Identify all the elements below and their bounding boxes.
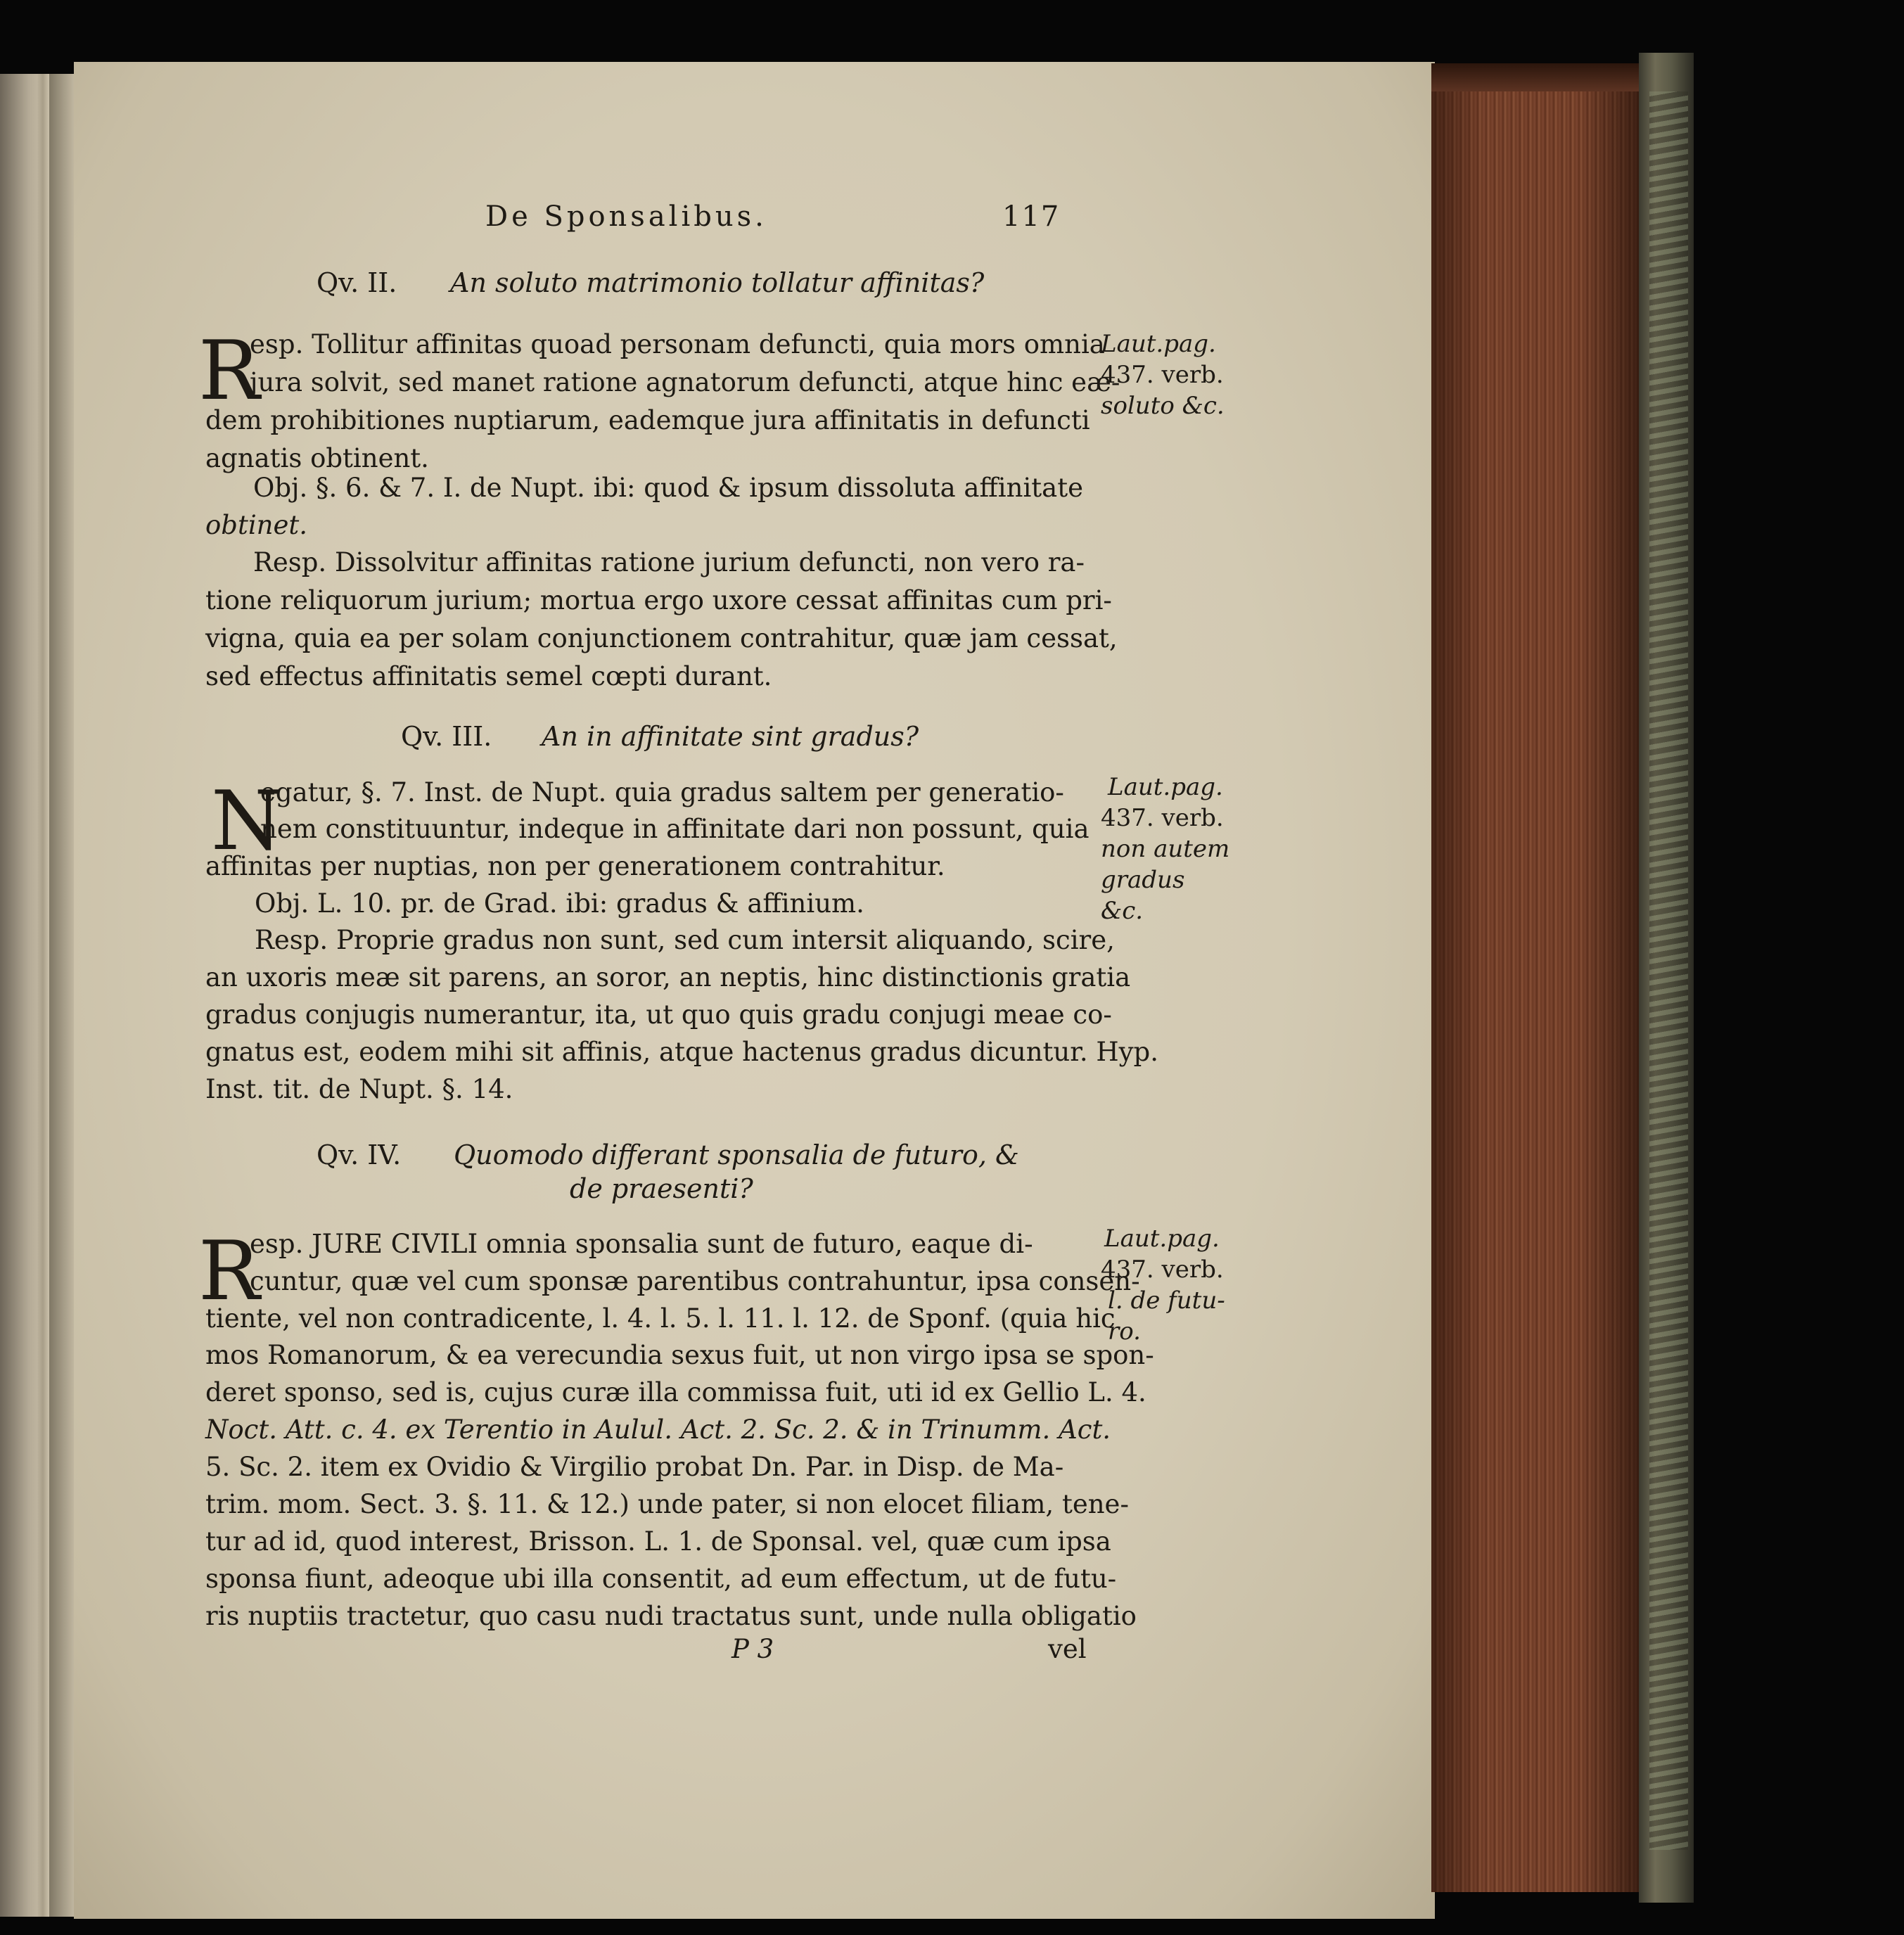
fore-edge-shadow — [1431, 63, 1642, 1892]
text-line: sed effectus affinitatis semel cœpti durant. — [205, 661, 772, 691]
text-line: gnatus est, eodem mihi sit affinis, atque hactenus gradus dicuntur. Hyp. — [205, 1037, 1158, 1067]
margin-note-line: Laut.pag. — [1108, 773, 1223, 801]
text-line: vigna, quia ea per solam conjunctionem contrahitur, quæ jam cessat, — [205, 623, 1118, 653]
question-heading: An in affinitate sint gradus? — [542, 721, 919, 752]
text-line: tione reliquorum jurium; mortua ergo uxore cessat affinitas cum pri- — [205, 585, 1112, 615]
question-heading-continued: de praesenti? — [570, 1173, 753, 1204]
text-line: obtinet. — [205, 510, 308, 540]
catchword: vel — [1048, 1634, 1087, 1664]
text-line: mos Romanorum, & ea verecundia sexus fuit, ut non virgo ipsa se spon- — [205, 1340, 1154, 1370]
page-number: 117 — [1002, 200, 1061, 233]
question-label: Qv. IV. — [317, 1139, 402, 1170]
text-line: dem prohibitiones nuptiarum, eademque jura affinitatis in defuncti — [205, 405, 1090, 435]
text-line: ris nuptiis tractetur, quo casu nudi tractatus sunt, unde nulla obligatio — [205, 1601, 1137, 1631]
margin-note-line: l. de futu- — [1108, 1286, 1225, 1315]
margin-note-line: 437. verb. — [1101, 1256, 1224, 1284]
question-heading: An soluto matrimonio tollatur affinitas? — [450, 267, 985, 298]
text-line: gradus conjugis numerantur, ita, ut quo quis gradu conjugi meae co- — [205, 1000, 1112, 1030]
text-line: tiente, vel non contradicente, l. 4. l. 5. l. 11. l. 12. de Sponf. (quia hic — [205, 1303, 1116, 1334]
text-line: sponsa fiunt, adeoque ubi illa consentit, ad eum effectum, ut de futu- — [205, 1564, 1117, 1594]
text-line: esp. JURE CIVILI omnia sponsalia sunt de futuro, eaque di- — [250, 1229, 1033, 1259]
margin-note-line: soluto &c. — [1101, 392, 1225, 420]
text-line: tur ad id, quod interest, Brisson. L. 1. de Sponsal. vel, quæ cum ipsa — [205, 1526, 1111, 1557]
drop-cap: R — [198, 1224, 260, 1319]
text-line: Resp. Proprie gradus non sunt, sed cum intersit aliquando, scire, — [255, 925, 1115, 955]
text-line: Resp. Dissolvitur affinitas ratione jurium defuncti, non vero ra- — [253, 547, 1085, 577]
book-gutter — [49, 74, 77, 1917]
text-line: 5. Sc. 2. item ex Ovidio & Virgilio probat Dn. Par. in Disp. de Ma- — [205, 1452, 1064, 1482]
text-line: jura solvit, sed manet ratione agnatorum defuncti, atque hinc eæ- — [250, 367, 1120, 397]
text-line: deret sponso, sed is, cujus curæ illa commissa fuit, uti id ex Gellio L. 4. — [205, 1377, 1146, 1407]
text-line: agnatis obtinent. — [205, 443, 429, 473]
text-line: cuntur, quæ vel cum sponsæ parentibus contrahuntur, ipsa consen- — [250, 1266, 1140, 1296]
text-line: nem constituuntur, indeque in affinitate dari non possunt, quia — [260, 814, 1090, 844]
fore-edge-top-shadow — [1431, 63, 1642, 91]
drop-cap: N — [211, 774, 283, 869]
drop-cap: R — [198, 324, 260, 419]
margin-note-line: non autem — [1101, 835, 1230, 863]
cover-marbling — [1649, 91, 1688, 1850]
question-label: Qv. II. — [317, 267, 397, 298]
margin-note-line: Laut.pag. — [1104, 1225, 1220, 1253]
facing-page-fold — [37, 74, 49, 1917]
margin-note-line: Laut.pag. — [1101, 330, 1216, 358]
text-line: affinitas per nuptias, non per generationem contrahitur. — [205, 851, 945, 881]
text-line: Noct. Att. c. 4. ex Terentio in Aulul. Act. 2. Sc. 2. & in Trinumm. Act. — [205, 1414, 1111, 1445]
signature-mark: P 3 — [731, 1634, 774, 1664]
question-label: Qv. III. — [401, 721, 492, 752]
running-title: De Sponsalibus. — [485, 200, 767, 233]
text-line: Obj. L. 10. pr. de Grad. ibi: gradus & affinium. — [255, 888, 864, 919]
text-line: esp. Tollitur affinitas quoad personam defuncti, quia mors omnia — [250, 329, 1105, 359]
text-line: Inst. tit. de Nupt. §. 14. — [205, 1074, 513, 1104]
text-line: an uxoris meæ sit parens, an soror, an neptis, hinc distinctionis gratia — [205, 962, 1131, 992]
margin-note-line: gradus — [1101, 866, 1185, 894]
margin-note-line: 437. verb. — [1101, 804, 1224, 832]
margin-note-line: &c. — [1101, 897, 1144, 925]
question-heading: Quomodo differant sponsalia de futuro, & — [454, 1139, 1019, 1170]
text-line: trim. mom. Sect. 3. §. 11. & 12.) unde pater, si non elocet filiam, tene- — [205, 1489, 1129, 1519]
margin-note-line: ro. — [1108, 1317, 1141, 1346]
text-line: egatur, §. 7. Inst. de Nupt. quia gradus saltem per generatio- — [260, 777, 1064, 807]
text-line: Obj. §. 6. & 7. I. de Nupt. ibi: quod & ipsum dissoluta affinitate — [253, 473, 1083, 503]
margin-note-line: 437. verb. — [1101, 361, 1224, 389]
